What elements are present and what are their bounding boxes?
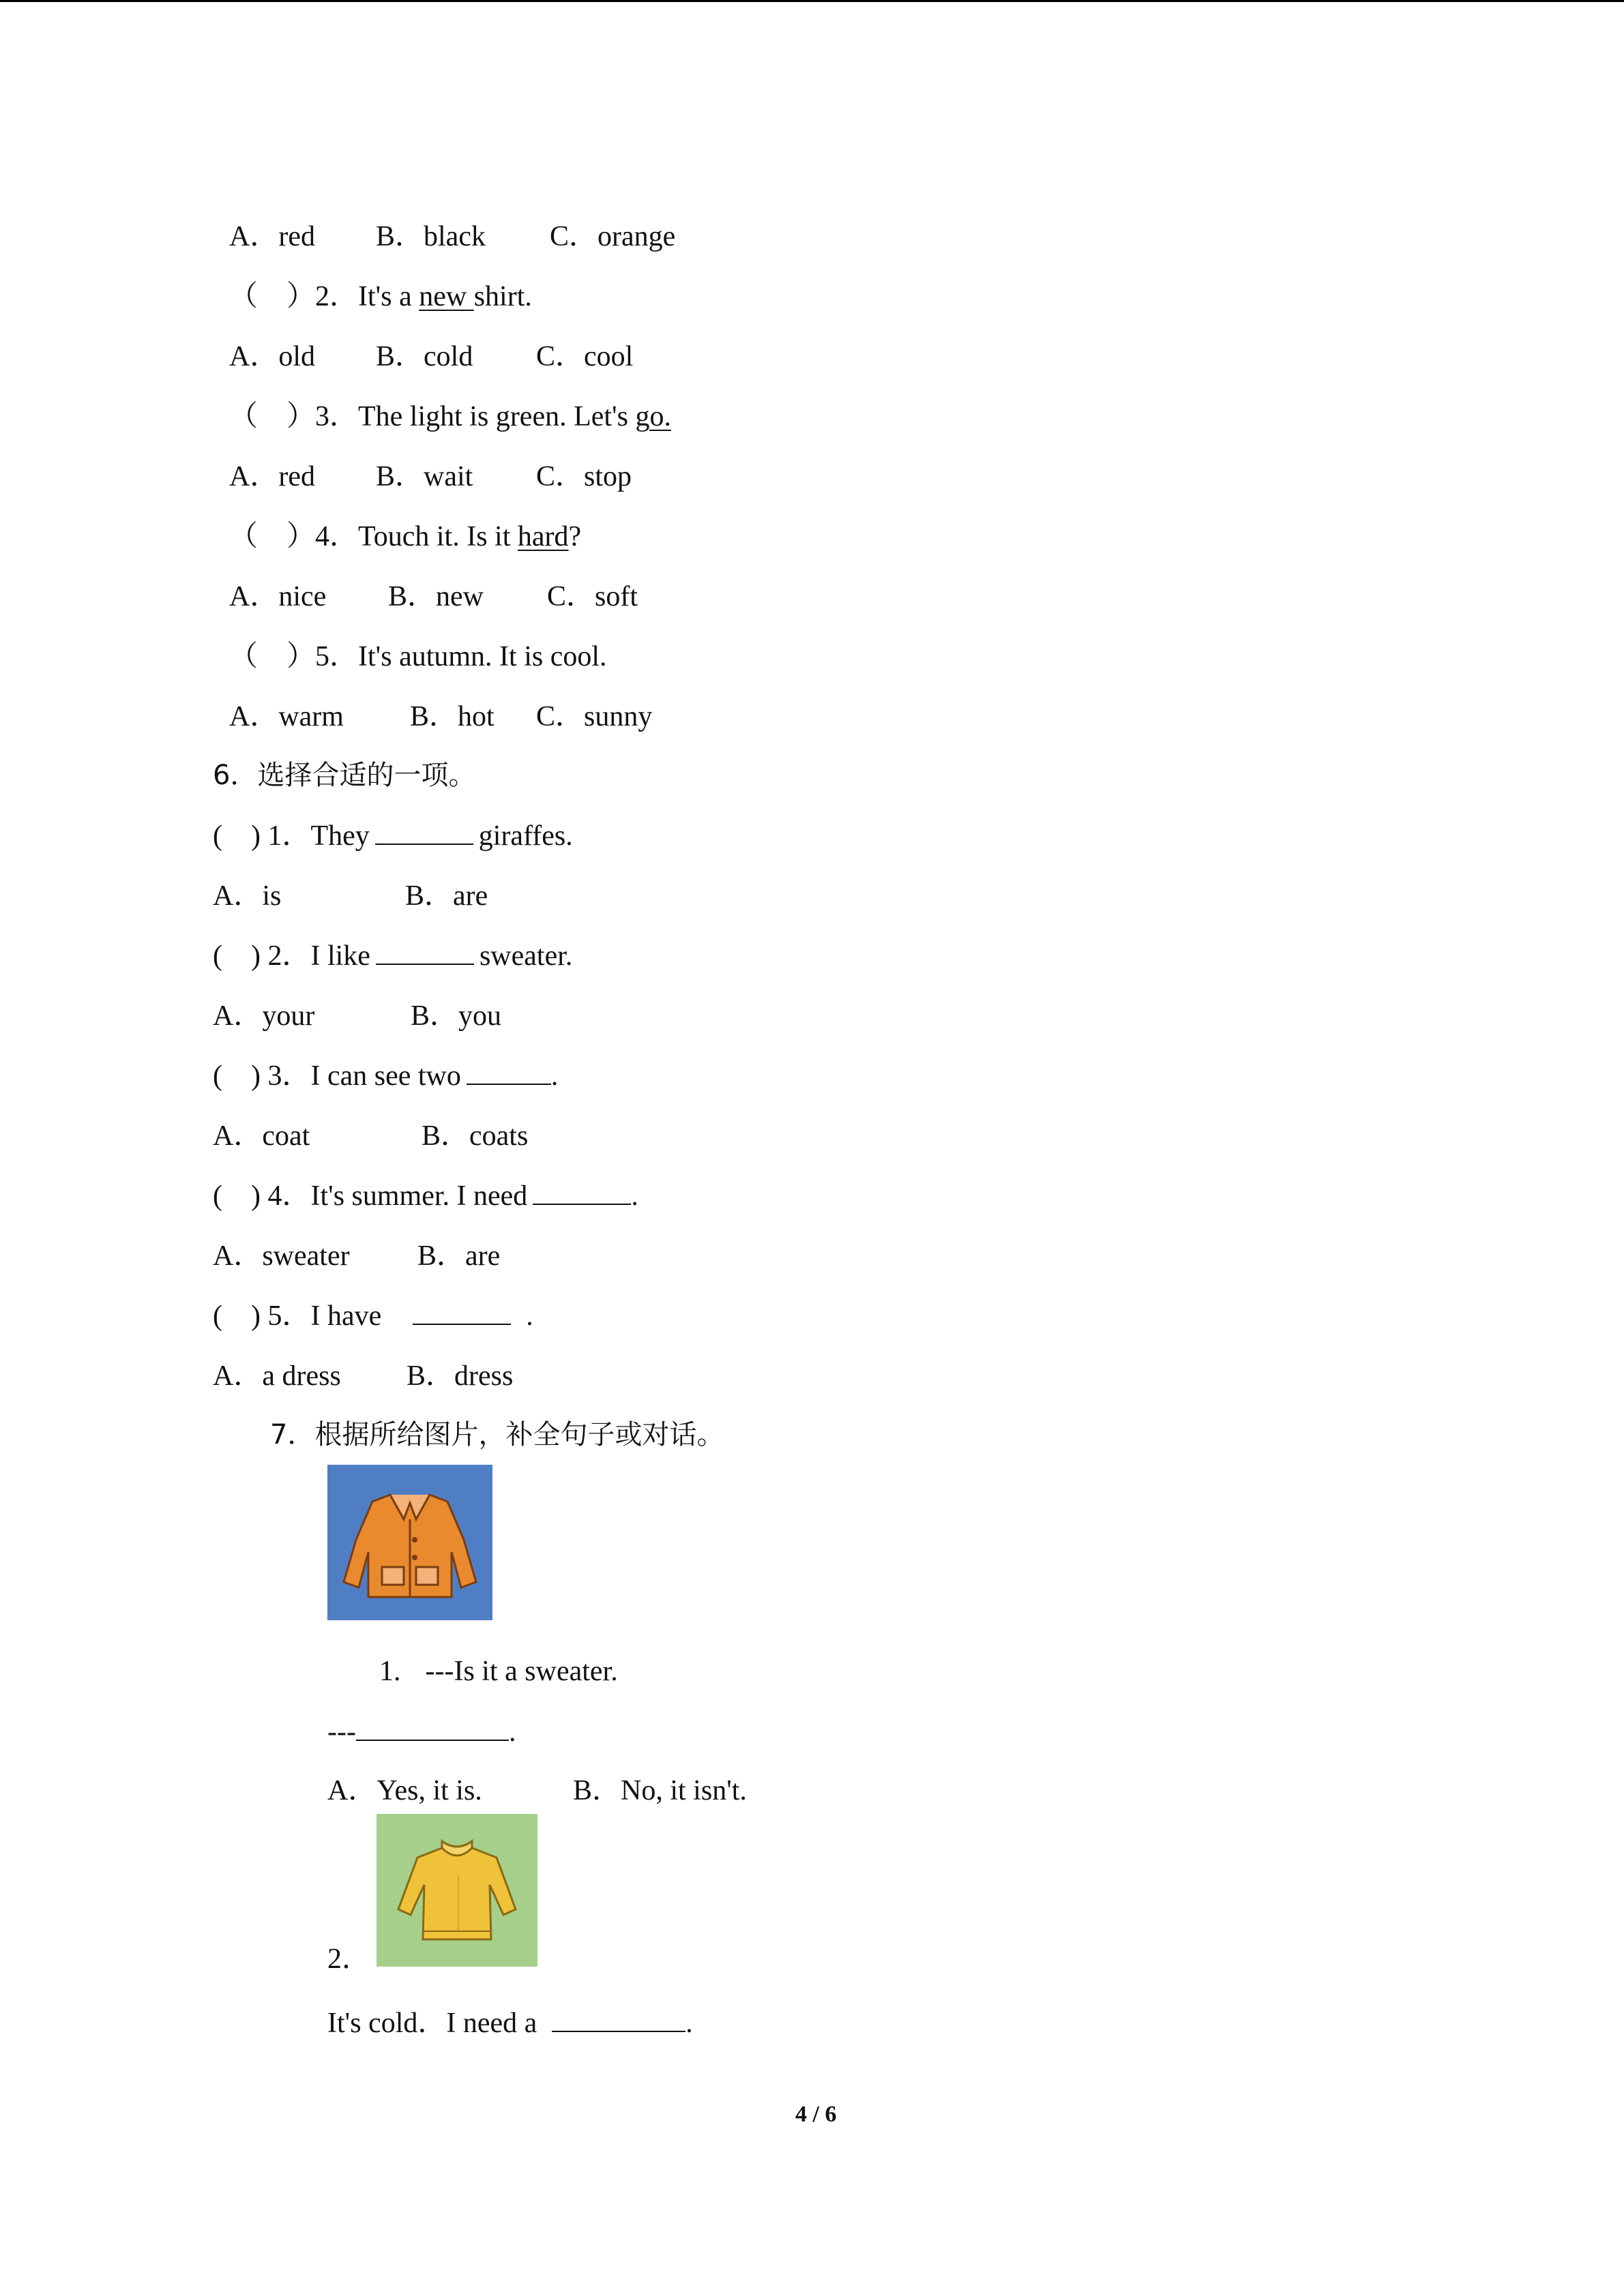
s7-q2-num: 2． <box>327 1943 371 1975</box>
underlined-word: new <box>419 281 474 312</box>
option-b[interactable]: B．new <box>388 581 484 612</box>
yellow-sweater-picture <box>377 1814 537 1967</box>
option-a[interactable]: A．sweater <box>213 1240 350 1272</box>
s5-q4: （ ）4．Touch it. Is it hard? <box>229 521 582 552</box>
option-b[interactable]: B．hot <box>410 701 494 732</box>
option-a[interactable]: A．red <box>229 221 315 252</box>
s7-q2: It's cold．I need a . <box>327 2008 693 2039</box>
option-b[interactable]: B．No, it isn't. <box>573 1775 747 1806</box>
option-b[interactable]: B．wait <box>376 461 473 492</box>
option-c[interactable]: C．soft <box>547 581 638 612</box>
s5-q2: （ ）2．It's a new shirt. <box>229 281 532 312</box>
s6-q2: ( ) 2．I like sweater. <box>213 940 573 972</box>
option-b[interactable]: B．cold <box>376 341 473 372</box>
answer-blank[interactable] <box>376 940 474 965</box>
option-c[interactable]: C．stop <box>536 461 632 492</box>
option-b[interactable]: B．are <box>417 1240 501 1272</box>
option-b[interactable]: B．black <box>376 221 486 252</box>
option-a[interactable]: A．red <box>229 461 315 492</box>
option-c[interactable]: C．cool <box>536 341 634 372</box>
answer-blank[interactable] <box>467 1060 551 1085</box>
answer-blank[interactable] <box>413 1300 511 1325</box>
option-a[interactable]: A．nice <box>229 581 327 612</box>
underlined-word: hard <box>517 521 569 552</box>
page-number: 4 / 6 <box>795 2102 837 2127</box>
s7-heading: 7．根据所给图片，补全句子或对话。 <box>270 1419 724 1450</box>
s6-q5: ( ) 5．I have . <box>213 1300 533 1332</box>
option-b[interactable]: B．coats <box>422 1120 529 1152</box>
option-c[interactable]: C．sunny <box>536 701 653 732</box>
page-top-border <box>0 0 1624 2</box>
option-c[interactable]: C．orange <box>550 221 676 252</box>
answer-blank[interactable] <box>356 1716 509 1741</box>
s5-q5: （ ）5．It's autumn. It is cool. <box>229 641 607 672</box>
s5-q3: （ ）3．The light is green. Let's go. <box>229 401 671 432</box>
answer-blank[interactable] <box>552 2008 685 2032</box>
option-b[interactable]: B．are <box>405 880 488 912</box>
option-a[interactable]: A．Yes, it is. <box>327 1775 482 1806</box>
orange-coat-icon <box>327 1465 492 1620</box>
option-a[interactable]: A．warm <box>229 701 344 732</box>
s6-q4: ( ) 4．It's summer. I need . <box>213 1180 638 1212</box>
answer-blank[interactable] <box>533 1180 631 1205</box>
s7-q1: 1. ---Is it a sweater. <box>379 1656 618 1687</box>
answer-blank[interactable] <box>375 820 473 845</box>
option-b[interactable]: B．you <box>411 1000 502 1032</box>
s7-q1-options <box>327 1774 747 1876</box>
option-b[interactable]: B．dress <box>407 1360 514 1392</box>
option-a[interactable]: A．your <box>213 1000 315 1032</box>
underlined-word: go. <box>635 401 671 432</box>
option-a[interactable]: A．coat <box>213 1120 310 1152</box>
orange-coat-picture <box>327 1465 492 1620</box>
s7-q1-answer: --- . <box>327 1716 516 1748</box>
s6-q1: ( ) 1．They giraffes. <box>213 820 573 852</box>
s6-heading: 6．选择合适的一项。 <box>213 760 476 791</box>
yellow-sweater-icon <box>377 1814 537 1967</box>
s6-q3: ( ) 3．I can see two . <box>213 1060 559 1092</box>
option-a[interactable]: A．a dress <box>213 1360 341 1392</box>
option-a[interactable]: A．old <box>229 341 316 372</box>
option-a[interactable]: A．is <box>213 880 282 912</box>
